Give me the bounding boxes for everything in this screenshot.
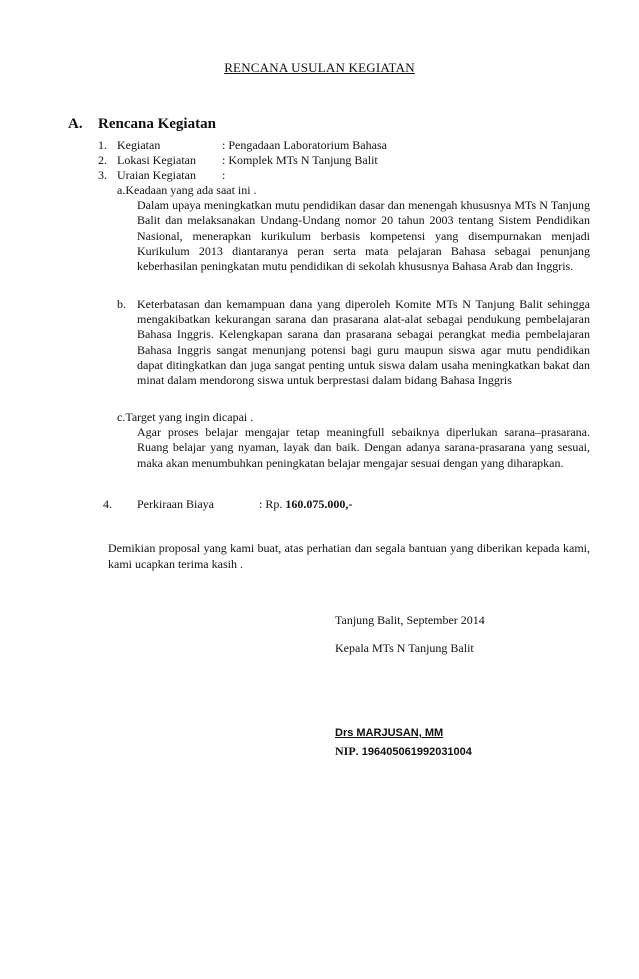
subitem-c-paragraph: Agar proses belajar mengajar tetap meaningfull sebaiknya diperlukan sarana–prasarana. Ruang belajar yang nyaman, layak dan baik. Dengan adanya sarana-prasarana yang sesuai, maka akan menumbuhkan peningkatan belajar mengajar sesuai dengan yang diharapkan. bbox=[137, 425, 590, 470]
subitem-b-letter: b. bbox=[117, 297, 126, 311]
subitem-a-paragraph: Dalam upaya meningkatkan mutu pendidikan dasar dan menengah khususnya MTs N Tanjung Balit dan melaksanakan Undang-Undang nomor 20 tahun 2003 tentang Sistem Pendidikan Nasional, menerapkan kurikulum berbasis kompetensi yang disempurnakan menjadi Kurikulum 2013 diantaranya peran serta mata pelajaran Bahasa sebagai penunjang keberhasilan peningkatan mutu pendidikan di sekolah khususnya Bahasa Arab dan Inggris. bbox=[137, 198, 590, 274]
item-value-lokasi: : Komplek MTs N Tanjung Balit bbox=[222, 153, 378, 167]
nip-value: . 196405061992031004 bbox=[355, 746, 472, 758]
biaya-number: 4. bbox=[103, 497, 112, 511]
biaya-prefix: : Rp. bbox=[259, 497, 283, 511]
item-value-uraian: : bbox=[222, 168, 226, 182]
signature-name: Drs MARJUSAN, MM bbox=[335, 727, 444, 739]
item-label-lokasi: Lokasi Kegiatan bbox=[117, 153, 196, 167]
biaya-amount: 160.075.000,- bbox=[285, 497, 353, 511]
biaya-label: Perkiraan Biaya bbox=[137, 497, 214, 511]
item-label-uraian: Uraian Kegiatan bbox=[117, 168, 196, 182]
subitem-a-label: a.Keadaan yang ada saat ini . bbox=[117, 183, 257, 197]
item-label-kegiatan: Kegiatan bbox=[117, 138, 161, 152]
biaya-value bbox=[259, 497, 352, 512]
signature-position: Kepala MTs N Tanjung Balit bbox=[335, 641, 474, 655]
subitem-b-paragraph: Keterbatasan dan kemampuan dana yang diperoleh Komite MTs N Tanjung Balit sehingga mengakibatkan kekurangan sarana dan prasarana alat-alat sebagai pendukung pembelajaran Bahasa Inggris. Kelengkapan sarana dan prasarana sebagai perangkat media pembelajaran Bahasa Inggris sangat menunjang potensi bagi guru maupun siswa agar mutu pendidikan dapat ditingkatkan dan juga sangat penting untuk siswa dalam usaha meningkatkan bakat dan minat dalam mendorong siswa untuk berprestasi dalam bidang Bahasa Inggris bbox=[137, 297, 590, 388]
signature-nip bbox=[335, 744, 472, 759]
signature-place-date: Tanjung Balit, September 2014 bbox=[335, 613, 485, 627]
document-title: RENCANA USULAN KEGIATAN bbox=[224, 60, 415, 75]
subitem-c-label: c.Target yang ingin dicapai . bbox=[117, 410, 254, 424]
item-number: 1. bbox=[98, 138, 107, 152]
closing-paragraph: Demikian proposal yang kami buat, atas perhatian dan segala bantuan yang diberikan kepada kami, kami ucapkan terima kasih . bbox=[108, 541, 590, 571]
item-value-kegiatan: : Pengadaan Laboratorium Bahasa bbox=[222, 138, 387, 152]
nip-label: NIP bbox=[335, 744, 356, 758]
section-letter: A. bbox=[68, 116, 83, 132]
item-number: 3. bbox=[98, 168, 107, 182]
section-title: Rencana Kegiatan bbox=[98, 116, 216, 132]
item-number: 2. bbox=[98, 153, 107, 167]
